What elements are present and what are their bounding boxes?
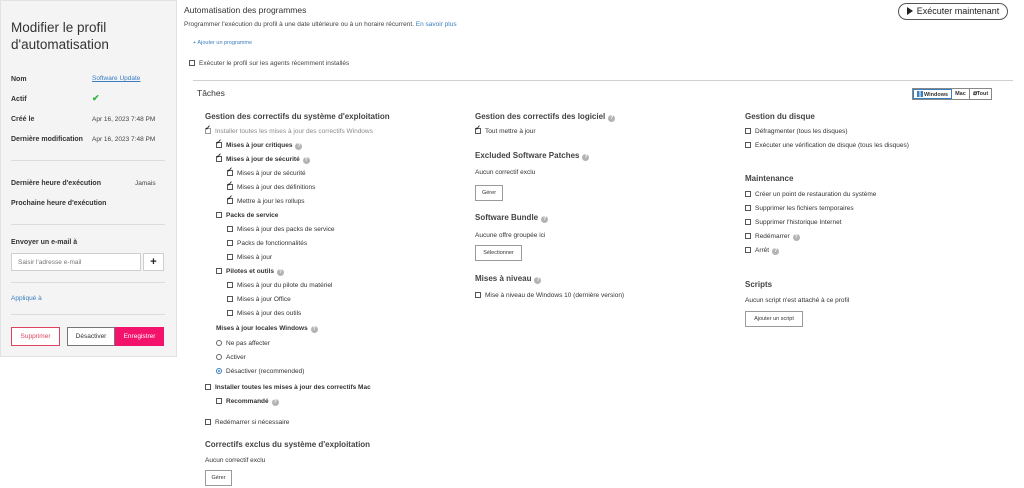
add-program-link[interactable]: + Ajouter un programme	[193, 40, 253, 46]
security-updates-option[interactable]: ✓Mises à jour de sécurité ?	[216, 156, 310, 164]
driver-updates-option[interactable]: Mises à jour du pilote du matériel	[227, 282, 332, 290]
scripts-empty: Aucun script n'est attaché à ce profil	[745, 297, 850, 304]
manage-os-exclusions-button[interactable]: Gérer	[205, 470, 232, 486]
modified-value: Apr 16, 2023 7:48 PM	[92, 136, 156, 143]
critical-updates-option[interactable]: ✓Mises à jour critiques ?	[216, 142, 302, 150]
service-packs-option[interactable]: Packs de service	[216, 212, 278, 220]
save-button[interactable]: Enregistrer	[115, 327, 164, 346]
help-icon[interactable]: ?	[304, 157, 308, 163]
drivers-option[interactable]: Pilotes et outils ?	[216, 268, 284, 276]
profile-panel	[0, 0, 177, 357]
software-patch-title: Gestion des correctifs des logiciel ?	[475, 112, 614, 121]
restore-point-option[interactable]: Créer un point de restauration du système	[745, 191, 876, 199]
excluded-os-title: Correctifs exclus du système d'exploitation	[205, 440, 371, 449]
checkbox[interactable]	[216, 268, 222, 274]
help-icon[interactable]: ?	[543, 216, 547, 222]
help-icon[interactable]: ?	[774, 248, 778, 254]
checkbox[interactable]	[227, 310, 233, 316]
security-sub-option[interactable]: ✓Mises à jour de sécurité	[227, 170, 306, 178]
active-check-icon: ✔	[92, 93, 100, 103]
checkbox[interactable]	[227, 184, 233, 190]
help-icon[interactable]: ?	[279, 269, 283, 275]
checkbox[interactable]	[227, 170, 233, 176]
rollups-option[interactable]: ✓Mettre à jour les rollups	[227, 198, 305, 206]
local-updates-label: Mises à jour locales Windows ?	[216, 325, 316, 332]
radio-selected[interactable]	[216, 368, 222, 374]
all-icon: ⧉	[972, 91, 977, 97]
schedules-description: Programmer l'exécution du profil à une date ultérieure ou à un horaire récurrent. En savoir plus	[184, 21, 457, 28]
checkbox[interactable]	[475, 128, 481, 134]
divider	[11, 314, 165, 315]
os-filter-windows[interactable]: Windows	[913, 89, 952, 99]
disk-title: Gestion du disque	[745, 112, 815, 121]
run-new-agents-checkbox[interactable]	[189, 60, 195, 66]
disk-check-option[interactable]: Exécuter une vérification de disque (tous les disques)	[745, 142, 909, 150]
divider	[11, 224, 165, 225]
help-icon[interactable]: ?	[273, 399, 277, 405]
checkbox[interactable]	[745, 247, 751, 253]
checkbox[interactable]	[216, 398, 222, 404]
last-run-label: Dernière heure d'exécution	[11, 180, 101, 187]
recommended-option[interactable]: Recommandé ?	[216, 398, 279, 406]
critical-checkbox[interactable]	[216, 142, 222, 148]
run-new-agents-option[interactable]: Exécuter le profil sur les agents récemment installés	[189, 60, 349, 67]
email-input[interactable]	[11, 253, 141, 271]
maintenance-title: Maintenance	[745, 174, 794, 183]
modified-label: Dernière modification	[11, 136, 83, 143]
divider	[193, 80, 1013, 81]
applied-to-link[interactable]: Appliqué à	[11, 295, 42, 302]
checkbox[interactable]	[745, 205, 751, 211]
os-patch-title: Gestion des correctifs du système d'exploitation	[205, 112, 390, 121]
tool-updates-option[interactable]: Mises à jour des outils	[227, 310, 301, 318]
os-filter	[912, 88, 992, 100]
select-bundle-button[interactable]: Sélectionner	[475, 245, 522, 261]
software-bundle-title: Software Bundle ?	[475, 213, 547, 222]
manage-software-exclusions-button[interactable]: Gérer	[475, 185, 503, 201]
help-icon[interactable]: ?	[536, 277, 540, 283]
excluded-software-title: Excluded Software Patches ?	[475, 151, 588, 160]
play-icon	[907, 7, 913, 15]
checkbox[interactable]	[227, 240, 233, 246]
install-all-mac-option[interactable]: Installer toutes les mises à jour des correctifs Mac	[205, 384, 371, 392]
security-checkbox[interactable]	[216, 156, 222, 162]
learn-more-link[interactable]: En savoir plus	[415, 21, 457, 28]
delete-temp-option[interactable]: Supprimer les fichiers temporaires	[745, 205, 854, 213]
email-label: Envoyer un e-mail à	[11, 239, 78, 246]
created-label: Créé le	[11, 116, 35, 123]
delete-history-option[interactable]: Supprimer l'historique Internet	[745, 219, 842, 227]
checkbox[interactable]	[227, 282, 233, 288]
scripts-title: Scripts	[745, 280, 773, 289]
restart-option[interactable]: Redémarrer ?	[745, 233, 800, 241]
checkbox[interactable]	[205, 419, 211, 425]
shutdown-option[interactable]: Arrêt ?	[745, 247, 779, 255]
reboot-option[interactable]: Redémarrer si nécessaire	[205, 419, 289, 427]
run-now-button[interactable]: Exécuter maintenant	[898, 3, 1008, 20]
definitions-option[interactable]: ✓Mises à jour des définitions	[227, 184, 315, 192]
updates-option[interactable]: Mises à jour	[227, 254, 272, 262]
excluded-os-empty: Aucun correctif exclu	[205, 457, 266, 464]
disable-button[interactable]: Désactiver	[67, 327, 115, 346]
defragment-option[interactable]: Défragmenter (tous les disques)	[745, 128, 848, 136]
local-option-no-affect[interactable]: Ne pas affecter	[216, 340, 270, 348]
install-all-windows-option[interactable]: ✓Installer toutes les mises à jour des correctifs Windows	[205, 128, 373, 136]
active-label: Actif	[11, 96, 27, 103]
install-all-windows-checkbox[interactable]	[205, 128, 211, 134]
os-filter-mac[interactable]: Mac	[952, 89, 970, 99]
checkbox[interactable]	[227, 254, 233, 260]
checkbox[interactable]	[745, 128, 751, 134]
help-icon[interactable]: ?	[610, 115, 614, 121]
help-icon[interactable]: ?	[584, 154, 588, 160]
upgrades-title: Mises à niveau ?	[475, 274, 540, 283]
radio[interactable]	[216, 340, 222, 346]
created-value: Apr 16, 2023 7:48 PM	[92, 116, 156, 123]
checkbox[interactable]	[745, 191, 751, 197]
service-pack-updates-option[interactable]: Mises à jour des packs de service	[227, 226, 335, 234]
help-icon[interactable]: ?	[297, 143, 301, 149]
add-email-button[interactable]: +	[143, 253, 164, 271]
checkbox[interactable]	[227, 198, 233, 204]
delete-button[interactable]: Supprimer	[11, 327, 60, 346]
checkbox[interactable]	[205, 384, 211, 390]
divider	[11, 282, 165, 283]
office-updates-option[interactable]: Mises à jour Office	[227, 296, 291, 304]
checkbox[interactable]	[745, 142, 751, 148]
help-icon[interactable]: ?	[312, 326, 316, 332]
local-option-enable[interactable]: Activer	[216, 354, 246, 362]
feature-packs-option[interactable]: Packs de fonctionnalités	[227, 240, 307, 248]
checkbox[interactable]	[745, 233, 751, 239]
checkbox[interactable]	[227, 296, 233, 302]
next-run-label: Prochaine heure d'exécution	[11, 200, 107, 207]
bundle-empty: Aucune offre groupée ici	[475, 232, 546, 239]
schedules-title: Automatisation des programmes	[184, 5, 307, 15]
checkbox[interactable]	[216, 212, 222, 218]
windows-icon	[917, 91, 923, 97]
excluded-software-empty: Aucun correctif exclu	[475, 169, 536, 176]
checkbox[interactable]	[475, 292, 481, 298]
checkbox[interactable]	[227, 226, 233, 232]
last-run-value: Jamais	[135, 180, 156, 187]
name-label: Nom	[11, 76, 27, 83]
os-filter-all[interactable]: ⧉Tout	[972, 91, 989, 97]
upgrade-win10-option[interactable]: Mise à niveau de Windows 10 (dernière version)	[475, 292, 624, 300]
name-value-link[interactable]: Software Update	[92, 75, 141, 82]
local-option-disable[interactable]: Désactiver (recommended)	[216, 368, 304, 376]
update-all-option[interactable]: ✓Tout mettre à jour	[475, 128, 536, 136]
panel-title: Modifier le profil d'automatisation	[11, 20, 109, 52]
help-icon[interactable]: ?	[794, 234, 798, 240]
add-script-button[interactable]: Ajouter un script	[745, 311, 803, 327]
radio[interactable]	[216, 354, 222, 360]
divider	[11, 160, 165, 161]
checkbox[interactable]	[745, 219, 751, 225]
tasks-title: Tâches	[197, 88, 225, 98]
